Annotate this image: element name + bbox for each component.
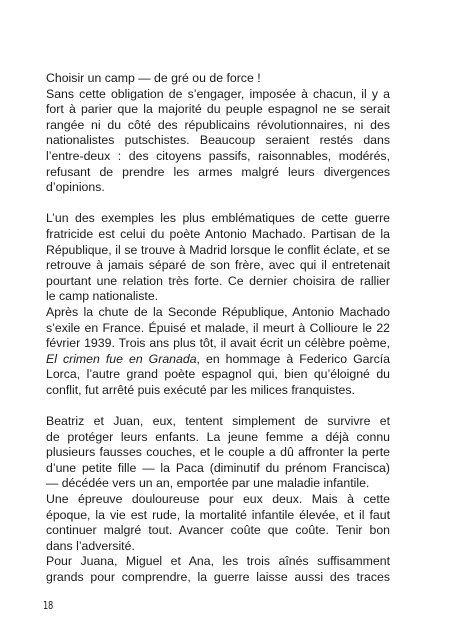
text-line: époque, la vie est rude, la mortalité infantile élevée, et il faut (46, 507, 390, 522)
body-text (46, 71, 390, 586)
text-line: fort à parier que la majorité du peuple espagnol ne se serait (46, 102, 390, 117)
text-line-with-poem-title (46, 352, 390, 368)
text-line: refusant de prendre les armes malgré leurs divergences (46, 164, 390, 179)
poem-title: El crimen fue en Granada (46, 351, 197, 366)
paragraph-epreuve (46, 492, 390, 554)
text-line: Choisir un camp — de gré ou de force ! (46, 71, 261, 85)
text-line: pourtant une relation très forte. Ce dernier choisira de rallier (46, 273, 390, 288)
text-line: Pour Juana, Miguel et Ana, les trois aînés suffisamment (46, 554, 390, 569)
paragraph-beatriz-juan (46, 414, 390, 492)
text-line: Sans cette obligation de s’engager, imposée à chacun, il y a (46, 86, 390, 101)
text-line: rangée ni du côté des républicains révolutionnaires, ni des (46, 117, 390, 132)
text-line: d’une petite fille — la Paca (diminutif du prénom Francisca) (46, 460, 390, 475)
text-line: l’entre-deux : des citoyens passifs, raisonnables, modérés, (46, 148, 390, 163)
text-line: continuer malgré tout. Avancer coûte que coûte. Tenir bon (46, 523, 390, 538)
text-line: conflit, fut arrêté puis exécuté par les milices franquistes. (46, 382, 355, 397)
paragraph-machado (46, 211, 390, 305)
paragraph-gap (46, 398, 390, 414)
paragraph-exil (46, 305, 390, 399)
text-fragment: , en hommage à Federico García (196, 351, 391, 366)
text-line: d’opinions. (46, 180, 105, 195)
text-line: fratricide est celui du poète Antonio Machado. Partisan de la (46, 226, 390, 241)
text-line: Une épreuve douloureuse pour eux deux. Mais à cette (46, 492, 390, 507)
text-line: retrouve à jamais séparé de son frère, avec qui il entretenait (46, 258, 390, 273)
text-line: février 1939. Trois ans plus tôt, il avait écrit un célèbre poème, (46, 336, 390, 351)
paragraph-choisir-un-camp (46, 71, 390, 196)
text-line: de protéger leurs enfants. La jeune femme a déjà connu (46, 429, 390, 444)
text-line: République, il se trouve à Madrid lorsque le conflit éclate, et se (46, 242, 390, 257)
text-line: le camp nationaliste. (46, 289, 159, 304)
text-line: — décédée vers un an, emportée par une maladie infantile. (46, 476, 370, 491)
paragraph-juana-miguel-ana (46, 554, 390, 585)
page-number: 18 (43, 599, 54, 612)
text-line: dans l’adversité. (46, 538, 135, 553)
text-line: Lorca, l’autre grand poète espagnol qui, bien qu’éloigné du (46, 367, 390, 382)
text-line: Après la chute de la Seconde République, Antonio Machado (46, 304, 390, 319)
text-line: s’exile en France. Épuisé et malade, il meurt à Collioure le 22 (46, 320, 390, 335)
text-line: grands pour comprendre, la guerre laisse aussi des traces (46, 570, 390, 584)
paragraph-gap (46, 196, 390, 212)
text-line: Beatriz et Juan, eux, tentent simplement de survivre et (46, 414, 390, 429)
text-line: plusieurs fausses couches, et le couple a dû affronter la perte (46, 445, 390, 460)
text-line: L’un des exemples les plus emblématiques de cette guerre (46, 211, 390, 226)
text-line: nationalistes putschistes. Beaucoup seraient restés dans (46, 133, 390, 148)
